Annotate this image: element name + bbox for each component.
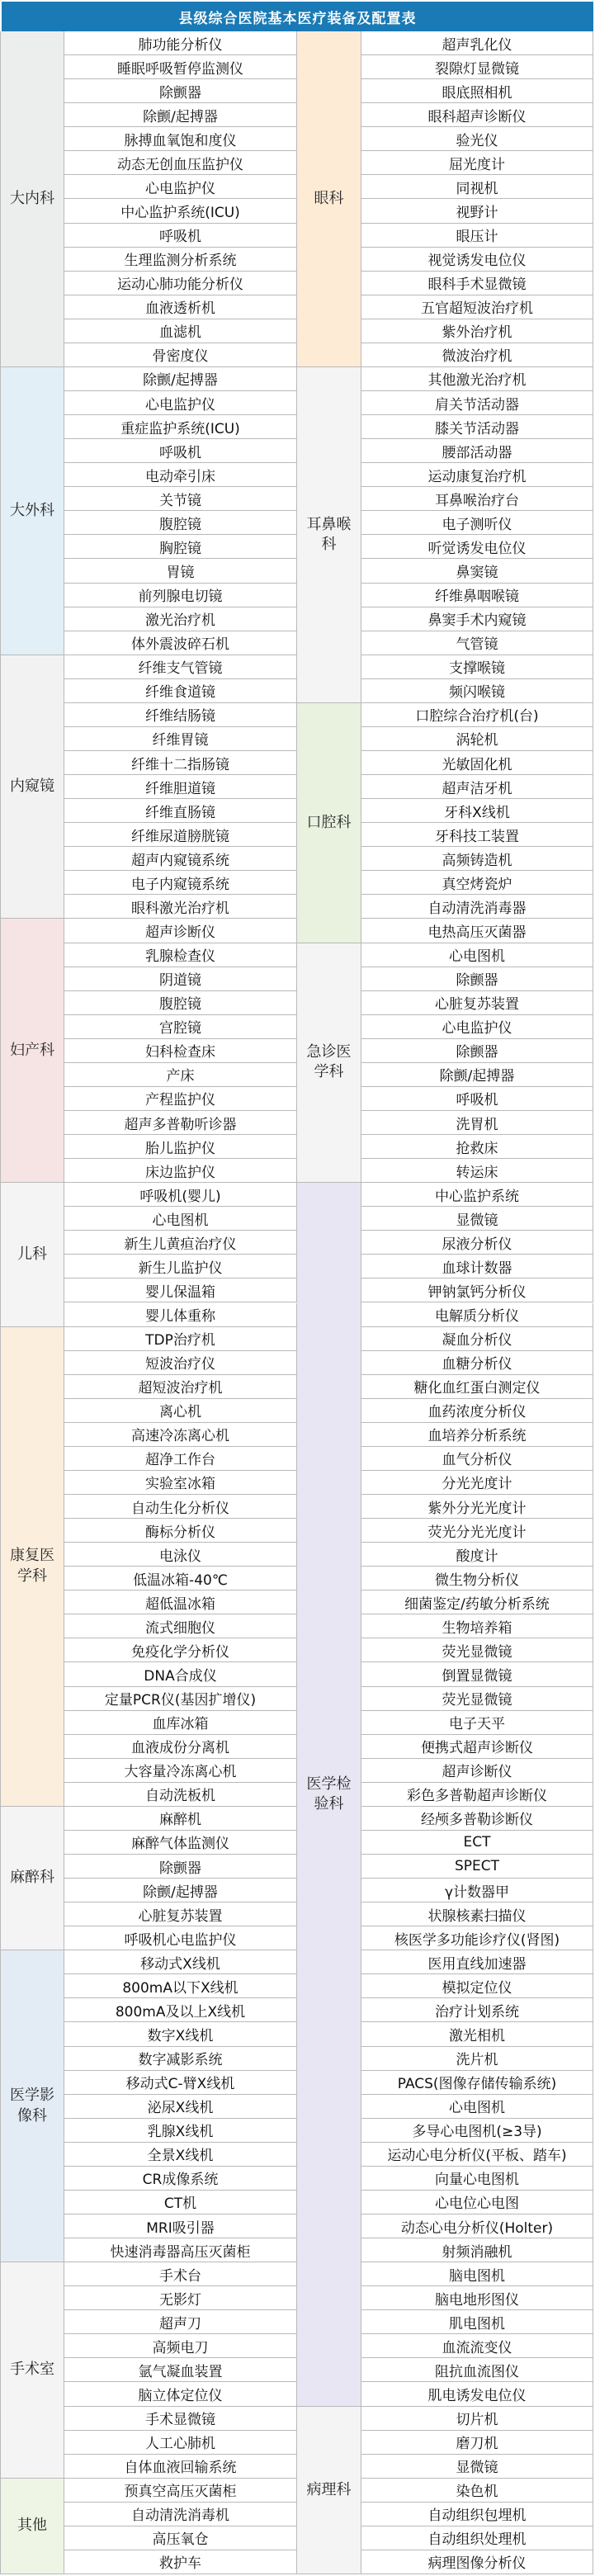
equipment-item: 超声乳化仪 xyxy=(361,31,593,55)
equipment-item: 微生物分析仪 xyxy=(361,1567,593,1591)
equipment-item: 心电监护仪 xyxy=(361,1015,593,1039)
equipment-item: 血球计数器 xyxy=(361,1255,593,1279)
equipment-item: γ计数器甲 xyxy=(361,1879,593,1902)
equipment-item: 糖化血红蛋白测定仪 xyxy=(361,1375,593,1399)
equipment-item: 妇科检查床 xyxy=(64,1039,297,1063)
equipment-item: 纤维结肠镜 xyxy=(64,703,297,727)
equipment-item: 超声洁牙机 xyxy=(361,775,593,799)
department-label: 内窥镜 xyxy=(0,655,64,919)
equipment-item: 向量心电图机 xyxy=(361,2167,593,2191)
equipment-item: 心电位心电图 xyxy=(361,2191,593,2214)
equipment-item: 除颤器 xyxy=(361,967,593,991)
equipment-item: 呼吸机心电监护仪 xyxy=(64,1926,297,1950)
department-label: 其他 xyxy=(0,2479,64,2574)
equipment-item: 血药浓度分析仪 xyxy=(361,1399,593,1423)
equipment-item: 医用直线加速器 xyxy=(361,1950,593,1974)
equipment-item: 电子天平 xyxy=(361,1711,593,1735)
department-label: 急诊医学科 xyxy=(297,943,361,1184)
equipment-item: 微波治疗机 xyxy=(361,343,593,367)
equipment-item: 自动清洗消毒器 xyxy=(361,895,593,919)
equipment-item: 除颤器 xyxy=(64,79,297,103)
equipment-item: 紫外治疗机 xyxy=(361,319,593,343)
equipment-item: 低温冰箱-40℃ xyxy=(64,1567,297,1591)
equipment-item: 听觉诱发电位仪 xyxy=(361,535,593,559)
equipment-item: ECT xyxy=(361,1831,593,1855)
equipment-item: 牙科X线机 xyxy=(361,799,593,823)
equipment-item: 心电图机 xyxy=(361,943,593,967)
equipment-item: 动态无创血压监护仪 xyxy=(64,151,297,175)
equipment-item: 腰部活动器 xyxy=(361,439,593,463)
equipment-item: 钾钠氯钙分析仪 xyxy=(361,1279,593,1302)
equipment-item: 大容量冷冻离心机 xyxy=(64,1759,297,1783)
equipment-item: 自动生化分析仪 xyxy=(64,1495,297,1519)
page-title: 县级综合医院基本医疗装备及配置表 xyxy=(2,2,593,31)
equipment-item: 血滤机 xyxy=(64,319,297,343)
equipment-item: 无影灯 xyxy=(64,2286,297,2310)
equipment-item: 宫腔镜 xyxy=(64,1015,297,1039)
department-label: 妇产科 xyxy=(0,919,64,1183)
equipment-item: 超低温冰箱 xyxy=(64,1591,297,1614)
equipment-item: 酶标分析仪 xyxy=(64,1519,297,1543)
equipment-item: 肌电图机 xyxy=(361,2310,593,2334)
department-label: 康复医学科 xyxy=(0,1327,64,1807)
equipment-item: 尿液分析仪 xyxy=(361,1231,593,1255)
equipment-item: 心电监护仪 xyxy=(64,391,297,415)
equipment-item: 救护车 xyxy=(64,2550,297,2574)
equipment-item: 纤维食道镜 xyxy=(64,679,297,703)
equipment-item: 眼压计 xyxy=(361,224,593,248)
equipment-item: 运动心电分析仪(平板、踏车) xyxy=(361,2143,593,2167)
equipment-item: 自动洗板机 xyxy=(64,1783,297,1807)
equipment-item: 新生儿黄疸治疗仪 xyxy=(64,1231,297,1255)
equipment-item: MRI吸引器 xyxy=(64,2214,297,2238)
equipment-item: 实验室冰箱 xyxy=(64,1471,297,1495)
equipment-item: 电子内窥镜系统 xyxy=(64,871,297,895)
equipment-item: 新生儿监护仪 xyxy=(64,1255,297,1279)
equipment-item: 血库冰箱 xyxy=(64,1711,297,1735)
equipment-item: 显微镜 xyxy=(361,1207,593,1231)
equipment-item: 麻醉机 xyxy=(64,1807,297,1831)
equipment-item: 除颤/起搏器 xyxy=(64,367,297,391)
equipment-item: 真空烤瓷炉 xyxy=(361,871,593,895)
equipment-item: 免疫化学分析仪 xyxy=(64,1638,297,1662)
equipment-item: 超声诊断仪 xyxy=(361,1759,593,1783)
equipment-item: 倒置显微镜 xyxy=(361,1662,593,1686)
equipment-item: 凝血分析仪 xyxy=(361,1327,593,1351)
right-column xyxy=(297,31,595,2574)
equipment-item: 离心机 xyxy=(64,1399,297,1423)
equipment-item: 除颤/起搏器 xyxy=(64,1879,297,1902)
equipment-item: 人工心肺机 xyxy=(64,2431,297,2455)
equipment-item: 肌电诱发电位仪 xyxy=(361,2382,593,2406)
equipment-item: 脉搏血氧饱和度仪 xyxy=(64,127,297,151)
equipment-item: 泌尿X线机 xyxy=(64,2095,297,2119)
equipment-item: 同视机 xyxy=(361,175,593,199)
equipment-item: 洗片机 xyxy=(361,2047,593,2071)
equipment-item: 腹腔镜 xyxy=(64,511,297,535)
equipment-item: 手术显微镜 xyxy=(64,2407,297,2431)
equipment-item: 荧光显微镜 xyxy=(361,1638,593,1662)
equipment-item: 纤维鼻咽喉镜 xyxy=(361,584,593,607)
equipment-item: 频闪喉镜 xyxy=(361,679,593,703)
equipment-item: 自体血液回输系统 xyxy=(64,2455,297,2479)
equipment-item: 口腔综合治疗机(台) xyxy=(361,703,593,727)
equipment-item: 中心监护系统 xyxy=(361,1183,593,1207)
equipment-item: 心电图机 xyxy=(64,1207,297,1231)
equipment-item: 高频铸造机 xyxy=(361,847,593,871)
equipment-item: 洗胃机 xyxy=(361,1111,593,1135)
equipment-item: 射频消融机 xyxy=(361,2238,593,2262)
equipment-item: 支撑喉镜 xyxy=(361,655,593,679)
equipment-item: 高频电刀 xyxy=(64,2334,297,2358)
equipment-item: 病理图像分析仪 xyxy=(361,2550,593,2574)
equipment-item: 高压氧仓 xyxy=(64,2526,297,2550)
equipment-item: 核医学多功能诊疗仪(肾图) xyxy=(361,1926,593,1950)
equipment-item: 全景X线机 xyxy=(64,2143,297,2167)
equipment-item: 便携式超声诊断仪 xyxy=(361,1735,593,1759)
department-label: 儿科 xyxy=(0,1183,64,1326)
left-column xyxy=(0,31,297,2574)
equipment-item: 骨密度仪 xyxy=(64,343,297,367)
equipment-item: 验光仪 xyxy=(361,127,593,151)
equipment-item: 裂隙灯显微镜 xyxy=(361,55,593,79)
equipment-item: 呼吸机 xyxy=(64,224,297,248)
equipment-item: 酸度计 xyxy=(361,1543,593,1567)
equipment-item: 紫外分光光度计 xyxy=(361,1495,593,1519)
equipment-item: 电子测听仪 xyxy=(361,511,593,535)
equipment-item: 纤维支气管镜 xyxy=(64,655,297,679)
equipment-item: 乳腺X线机 xyxy=(64,2119,297,2143)
equipment-item: 眼科激光治疗机 xyxy=(64,895,297,919)
equipment-item: DNA合成仪 xyxy=(64,1662,297,1686)
equipment-item: 磨刀机 xyxy=(361,2431,593,2455)
equipment-item: 激光治疗机 xyxy=(64,607,297,631)
equipment-item: 脑电图机 xyxy=(361,2262,593,2286)
equipment-item: 纤维直肠镜 xyxy=(64,799,297,823)
equipment-item: 电解质分析仪 xyxy=(361,1303,593,1327)
equipment-item: 心电监护仪 xyxy=(64,175,297,199)
equipment-item: 短波治疗仪 xyxy=(64,1351,297,1375)
department-label: 医学影像科 xyxy=(0,1950,64,2262)
equipment-item: TDP治疗机 xyxy=(64,1327,297,1351)
equipment-item: 分光光度计 xyxy=(361,1471,593,1495)
equipment-item: 肺功能分析仪 xyxy=(64,31,297,55)
equipment-item: 心脏复苏装置 xyxy=(361,991,593,1015)
equipment-item: 血流流变仪 xyxy=(361,2334,593,2358)
equipment-item: 激光相机 xyxy=(361,2022,593,2046)
equipment-item: 流式细胞仪 xyxy=(64,1614,297,1638)
equipment-item: 除颤/起搏器 xyxy=(361,1063,593,1087)
equipment-item: 状腺核素扫描仪 xyxy=(361,1902,593,1926)
equipment-item: 血气分析仪 xyxy=(361,1447,593,1471)
equipment-item: 除颤器 xyxy=(64,1855,297,1879)
equipment-item: 眼底照相机 xyxy=(361,79,593,103)
equipment-item: 氩气凝血装置 xyxy=(64,2358,297,2382)
equipment-item: 自动清洗消毒机 xyxy=(64,2503,297,2526)
equipment-item: 气管镜 xyxy=(361,631,593,655)
equipment-item: 电泳仪 xyxy=(64,1543,297,1567)
equipment-item: 前列腺电切镜 xyxy=(64,584,297,607)
equipment-item: 显微镜 xyxy=(361,2455,593,2479)
equipment-item: CR成像系统 xyxy=(64,2167,297,2191)
equipment-item: 呼吸机 xyxy=(361,1087,593,1111)
equipment-item: 800mA以下X线机 xyxy=(64,1974,297,1998)
equipment-item: 彩色多普勒超声诊断仪 xyxy=(361,1783,593,1807)
equipment-item: 超短波治疗机 xyxy=(64,1375,297,1399)
department-label: 麻醉科 xyxy=(0,1807,64,1950)
equipment-item: 生理监测分析系统 xyxy=(64,248,297,272)
equipment-item: 数字X线机 xyxy=(64,2022,297,2046)
equipment-item: 脑电地形图仪 xyxy=(361,2286,593,2310)
equipment-item: 除颤/起搏器 xyxy=(64,103,297,127)
equipment-item: 荧光显微镜 xyxy=(361,1687,593,1711)
equipment-item: 鼻窦镜 xyxy=(361,559,593,583)
equipment-item: 多导心电图机(≥3导) xyxy=(361,2119,593,2143)
department-label: 大内科 xyxy=(0,31,64,367)
equipment-item: 电热高压灭菌器 xyxy=(361,919,593,943)
equipment-item: 婴儿体重称 xyxy=(64,1303,297,1327)
equipment-item: 自动组织处理机 xyxy=(361,2526,593,2550)
equipment-item: 超声多普勒听诊器 xyxy=(64,1111,297,1135)
equipment-item: PACS(图像存储传输系统) xyxy=(361,2071,593,2095)
equipment-item: 涡轮机 xyxy=(361,727,593,751)
equipment-item: 产床 xyxy=(64,1063,297,1087)
equipment-item: CT机 xyxy=(64,2191,297,2214)
equipment-item: 超声诊断仪 xyxy=(64,919,297,943)
equipment-item: 纤维尿道膀胱镜 xyxy=(64,823,297,847)
equipment-item: 产程监护仪 xyxy=(64,1087,297,1111)
equipment-item: 自动组织包埋机 xyxy=(361,2503,593,2526)
equipment-item: SPECT xyxy=(361,1855,593,1879)
equipment-item: 睡眠呼吸暂停监测仪 xyxy=(64,55,297,79)
equipment-item: 转运床 xyxy=(361,1159,593,1183)
equipment-item: 脑立体定位仪 xyxy=(64,2382,297,2406)
equipment-item: 模拟定位仪 xyxy=(361,1974,593,1998)
equipment-item: 血培养分析系统 xyxy=(361,1423,593,1447)
equipment-item: 五官超短波治疗机 xyxy=(361,295,593,319)
department-label: 病理科 xyxy=(297,2407,361,2574)
equipment-item: 动态心电分析仪(Holter) xyxy=(361,2214,593,2238)
equipment-item: 麻醉气体监测仪 xyxy=(64,1831,297,1855)
equipment-item: 血液透析机 xyxy=(64,295,297,319)
equipment-item: 腹腔镜 xyxy=(64,991,297,1015)
equipment-item: 抢救床 xyxy=(361,1135,593,1159)
equipment-item: 阴道镜 xyxy=(64,967,297,991)
equipment-item: 体外震波碎石机 xyxy=(64,631,297,655)
equipment-item: 染色机 xyxy=(361,2479,593,2503)
equipment-item: 其他激光治疗机 xyxy=(361,367,593,391)
equipment-item: 心脏复苏装置 xyxy=(64,1902,297,1926)
equipment-item: 荧光分光光度计 xyxy=(361,1519,593,1543)
equipment-item: 血糖分析仪 xyxy=(361,1351,593,1375)
equipment-item: 除颤器 xyxy=(361,1039,593,1063)
department-label: 眼科 xyxy=(297,31,361,367)
equipment-item: 呼吸机 xyxy=(64,439,297,463)
equipment-item: 中心监护系统(ICU) xyxy=(64,199,297,223)
equipment-item: 定量PCR仪(基因扩增仪) xyxy=(64,1687,297,1711)
equipment-item: 超净工作台 xyxy=(64,1447,297,1471)
equipment-item: 屈光度计 xyxy=(361,151,593,175)
equipment-item: 牙科技工装置 xyxy=(361,823,593,847)
equipment-item: 切片机 xyxy=(361,2407,593,2431)
equipment-item: 电动牵引床 xyxy=(64,463,297,487)
equipment-item: 纤维胃镜 xyxy=(64,727,297,751)
equipment-item: 数字减影系统 xyxy=(64,2047,297,2071)
equipment-item: 胸腔镜 xyxy=(64,535,297,559)
equipment-item: 视觉诱发电位仪 xyxy=(361,248,593,272)
equipment-item: 视野计 xyxy=(361,199,593,223)
department-label: 口腔科 xyxy=(297,703,361,943)
equipment-item: 光敏固化机 xyxy=(361,751,593,775)
department-label: 手术室 xyxy=(0,2262,64,2479)
department-label: 医学检验科 xyxy=(297,1183,361,2406)
department-label: 大外科 xyxy=(0,367,64,655)
equipment-item: 肩关节活动器 xyxy=(361,391,593,415)
equipment-item: 移动式C-臂X线机 xyxy=(64,2071,297,2095)
equipment-item: 超声内窥镜系统 xyxy=(64,847,297,871)
equipment-item: 治疗计划系统 xyxy=(361,1998,593,2022)
equipment-item: 生物培养箱 xyxy=(361,1614,593,1638)
equipment-item: 耳鼻喉治疗台 xyxy=(361,487,593,511)
equipment-item: 鼻窦手术内窥镜 xyxy=(361,607,593,631)
equipment-item: 移动式X线机 xyxy=(64,1950,297,1974)
equipment-item: 超声刀 xyxy=(64,2310,297,2334)
equipment-item: 阻抗血流图仪 xyxy=(361,2358,593,2382)
department-label: 耳鼻喉科 xyxy=(297,367,361,703)
equipment-item: 呼吸机(婴儿) xyxy=(64,1183,297,1207)
equipment-item: 运动心肺功能分析仪 xyxy=(64,272,297,295)
equipment-item: 膝关节活动器 xyxy=(361,415,593,439)
equipment-item: 纤维胆道镜 xyxy=(64,775,297,799)
equipment-item: 细菌鉴定/药敏分析系统 xyxy=(361,1591,593,1614)
equipment-item: 经颅多普勒诊断仪 xyxy=(361,1807,593,1831)
equipment-item: 婴儿保温箱 xyxy=(64,1279,297,1302)
equipment-item: 手术台 xyxy=(64,2262,297,2286)
equipment-item: 快速消毒器高压灭菌柜 xyxy=(64,2238,297,2262)
equipment-item: 血液成份分离机 xyxy=(64,1735,297,1759)
equipment-item: 800mA及以上X线机 xyxy=(64,1998,297,2022)
equipment-item: 乳腺检查仪 xyxy=(64,943,297,967)
equipment-item: 关节镜 xyxy=(64,487,297,511)
equipment-item: 运动康复治疗机 xyxy=(361,463,593,487)
equipment-item: 胃镜 xyxy=(64,559,297,583)
equipment-item: 床边监护仪 xyxy=(64,1159,297,1183)
equipment-item: 纤维十二指肠镜 xyxy=(64,751,297,775)
equipment-item: 心电图机 xyxy=(361,2095,593,2119)
equipment-item: 胎儿监护仪 xyxy=(64,1135,297,1159)
equipment-item: 预真空高压灭菌柜 xyxy=(64,2479,297,2503)
equipment-item: 重症监护系统(ICU) xyxy=(64,415,297,439)
equipment-item: 高速冷冻离心机 xyxy=(64,1423,297,1447)
equipment-item: 眼科超声诊断仪 xyxy=(361,103,593,127)
equipment-item: 眼科手术显微镜 xyxy=(361,272,593,295)
